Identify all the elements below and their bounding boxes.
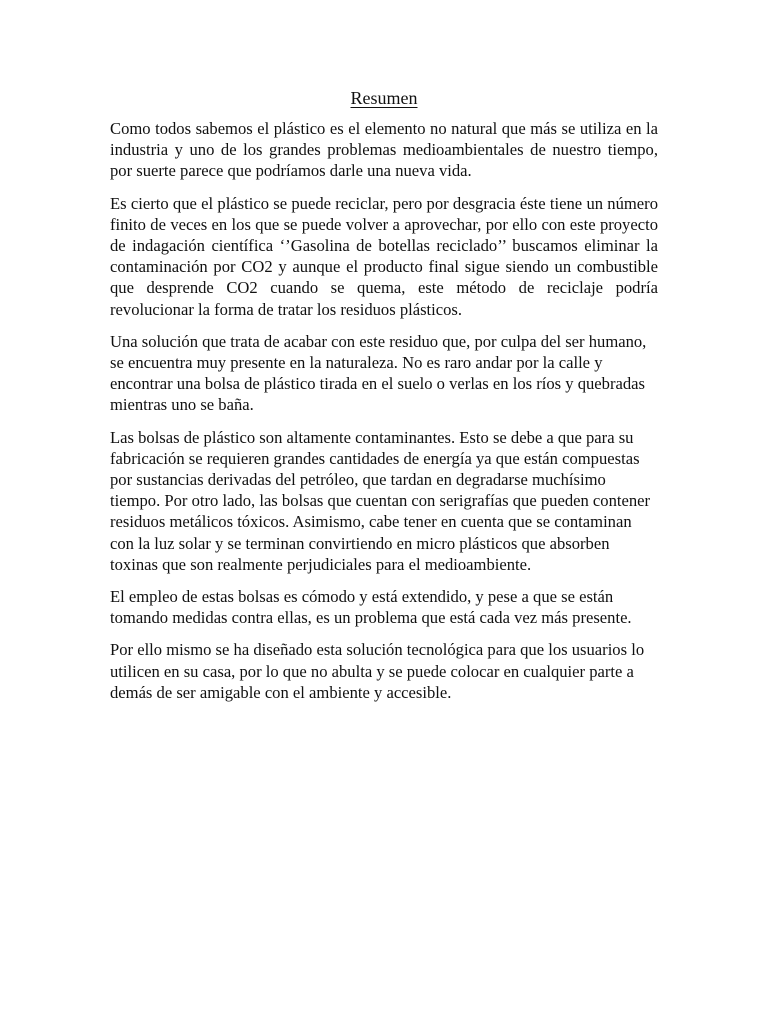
paragraph-solution: Una solución que trata de acabar con este residuo que, por culpa del ser humano, se encuentra muy presente en la naturaleza. No es raro andar por la calle y encontrar una bolsa de plástico tirada en el suelo o verlas en los ríos y quebradas mientras uno se baña. <box>110 331 647 415</box>
document-body <box>110 118 658 714</box>
paragraph-recycling: Es cierto que el plástico se puede reciclar, pero por desgracia éste tiene un número finito de veces en los que se puede volver a aprovechar, por ello con este proyecto de indagación científica ‘’Gasolina de botellas reciclado’’ buscamos eliminar la contaminación por CO2 y aunque el producto final sigue siendo un combustible que desprende CO2 cuando se quema, este método de reciclaje podría revolucionar la forma de tratar los residuos plásticos. <box>110 193 658 319</box>
paragraph-bags-pollution: Las bolsas de plástico son altamente contaminantes. Esto se debe a que para su fabricación se requieren grandes cantidades de energía ya que están compuestas por sustancias derivadas del petróleo, que tardan en degradarse muchísimo tiempo. Por otro lado, las bolsas que cuentan con serigrafías que pueden contener residuos metálicos tóxicos. Asimismo, cabe tener en cuenta que se contaminan con la luz solar y se terminan convirtiendo en micro plásticos que absorben toxinas que son realmente perjudiciales para el medioambiente. <box>110 427 651 574</box>
paragraph-conclusion: Por ello mismo se ha diseñado esta solución tecnológica para que los usuarios lo utilicen en su casa, por lo que no abulta y se puede colocar en cualquier parte a demás de ser amigable con el ambiente y accesible. <box>110 640 645 702</box>
paragraph-intro: Como todos sabemos el plástico es el elemento no natural que más se utiliza en la industria y uno de los grandes problemas medioambientales de nuestro tiempo, por suerte parece que podríamos darle una nueva vida. <box>110 119 658 181</box>
paragraph-bags-usage: El empleo de estas bolsas es cómodo y está extendido, y pese a que se están tomando medidas contra ellas, es un problema que está cada vez más presente. <box>110 587 632 628</box>
page-title: Resumen <box>350 88 418 108</box>
